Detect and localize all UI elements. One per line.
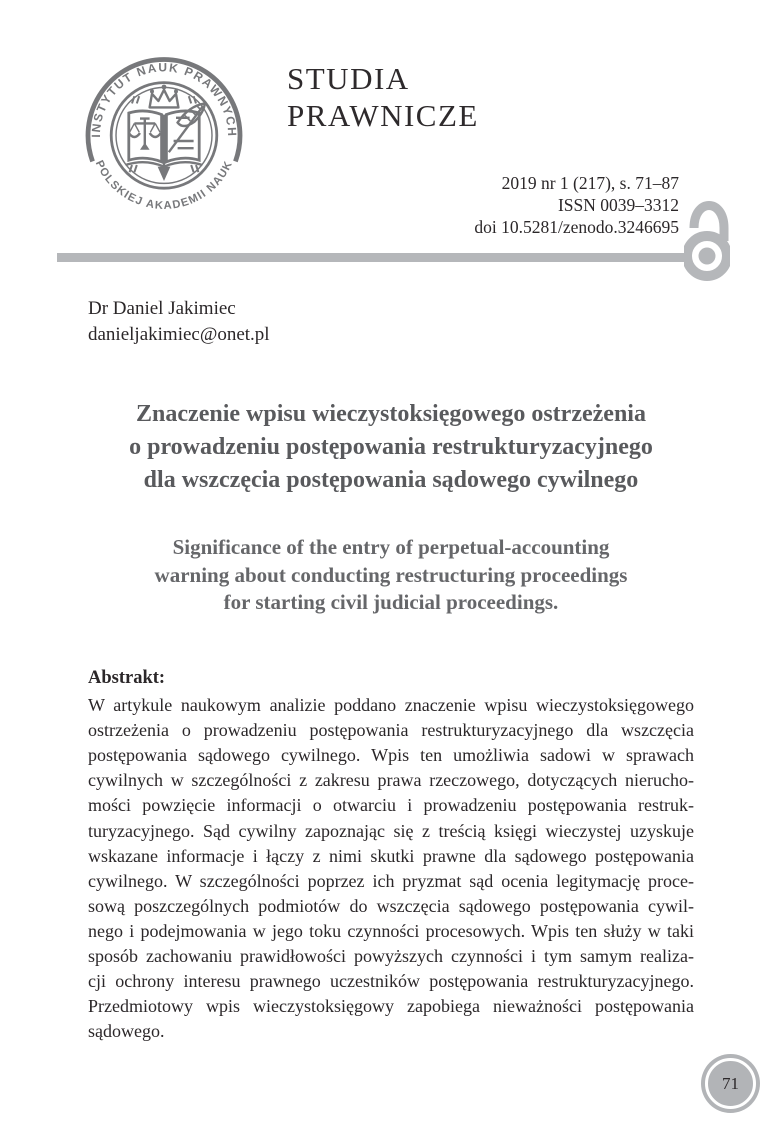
author-email-link[interactable]: danieljakimiec@onet.pl — [88, 324, 270, 345]
subtitle-line: Significance of the entry of perpetual-accounting — [172, 535, 610, 559]
abstract-text-line: cji ochrony interesu prawnego uczestników postępowania restrukturyzacyjnego. — [88, 971, 694, 992]
abstract-text-line: cywilnych w szczególności z zakresu prawa rzeczowego, dotyczących nierucho- — [88, 770, 694, 791]
journal-title-line: PRAWNICZE — [287, 98, 479, 133]
issn: ISSN 0039–3312 — [557, 195, 679, 215]
author-block — [88, 296, 270, 348]
abstract-text — [88, 693, 694, 1044]
bookmark-ribbon — [158, 167, 171, 181]
page-number: 71 — [722, 1073, 739, 1093]
abstract-text-line: Przedmiotowy wpis wieczystoksięgowy zapobiega nieważności postępowania — [88, 996, 694, 1017]
abstract-text-line: nego i podejmowania w jego toku czynności procesowych. Wpis ten służy w taki — [88, 920, 694, 941]
journal-title — [287, 60, 479, 134]
title-line: Znaczenie wpisu wieczystoksięgowego ostrzeżenia — [136, 401, 646, 427]
doi-link[interactable]: doi 10.5281/zenodo.3246695 — [474, 217, 679, 237]
title-line: dla wszczęcia postępowania sądowego cywilnego — [143, 467, 639, 493]
author-name: Dr Daniel Jakimiec — [88, 298, 236, 319]
seal-top-text: INSTYTUT NAUK PRAWNYCH — [88, 60, 240, 138]
abstract-text-line: W artykule naukowym analizie poddano znaczenie wpisu wieczystoksięgowego — [88, 695, 694, 716]
abstract-text-line: postępowania sądowego cywilnego. Wpis ten umożliwia sadowi w sprawach — [88, 745, 694, 766]
abstract-text-line: ostrzeżenia o prowadzeniu postępowania restrukturyzacyjnego dla wszczęcia — [88, 720, 694, 741]
abstract-text-line: sądowego. — [88, 1021, 165, 1042]
abstract-text-line: turyzacyjnego. Sąd cywilny zapoznając się z treścią księgi wieczystej uzyskuje — [88, 820, 694, 841]
publication-info — [474, 172, 679, 238]
header-divider-bar — [57, 253, 685, 262]
article-title-polish — [0, 398, 782, 497]
abstract-text-line: cywilnego. W szczególności poprzez ich pryzmat sąd ocenia legitymację proce- — [88, 870, 694, 891]
seal-ornament-ticks-upper — [132, 96, 196, 103]
title-line: o prowadzeniu postępowania restrukturyzacyjnego — [129, 434, 653, 460]
abstract-heading: Abstrakt: — [88, 668, 166, 688]
abstract-section — [88, 666, 694, 1044]
page-number-badge — [701, 1054, 760, 1113]
institute-seal-logo — [84, 40, 244, 226]
article-title-english — [0, 534, 782, 617]
abstract-text-line: wskazane informacje i łączy z nimi skutki prawne dla sądowego postępowania — [88, 845, 694, 866]
journal-title-line: STUDIA — [287, 61, 410, 96]
abstract-text-line: mości powzięcie informacji o otwarciu i prowadzeniu postępowania restruk- — [88, 795, 694, 816]
issue-info: 2019 nr 1 (217), s. 71–87 — [501, 173, 679, 193]
subtitle-line: warning about conducting restructuring proceedings — [154, 562, 628, 587]
scales-of-justice-icon — [129, 119, 161, 150]
subtitle-line: for starting civil judicial proceedings. — [223, 590, 559, 614]
seal-bottom-text: POLSKIEJ AKADEMII NAUK — [92, 158, 236, 213]
open-access-icon — [684, 186, 730, 283]
abstract-text-line: sposób zachowaniu prawidłowości powyższych czynności i tym samym realiza- — [88, 946, 694, 967]
abstract-text-line: sową poszczególnych podmiotów do wszczęcia sądowego postępowania cywil- — [88, 895, 694, 916]
